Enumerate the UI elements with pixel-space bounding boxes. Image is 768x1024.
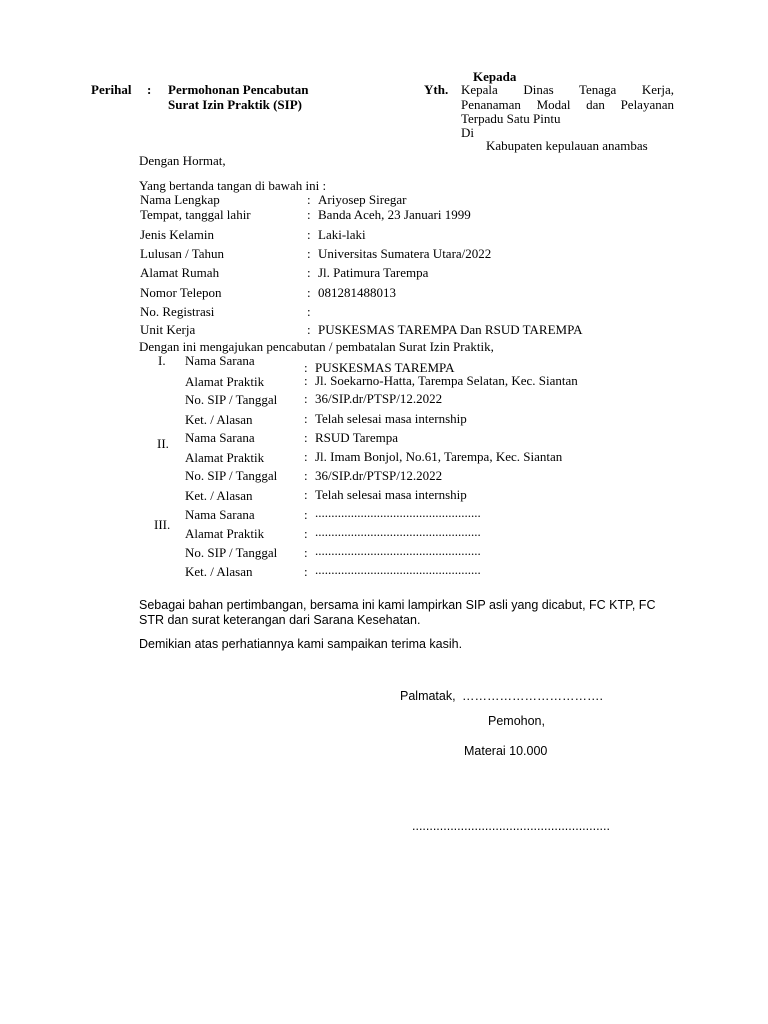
identity-colon: :: [307, 207, 311, 222]
facility-label: No. SIP / Tanggal: [185, 392, 278, 407]
attachment-line-1: Sebagai bahan pertimbangan, bersama ini kami lampirkan SIP asli yang dicabut, FC KTP, FC: [139, 598, 656, 612]
facility-label: Ket. / Alasan: [185, 564, 253, 579]
greeting: Dengan Hormat,: [139, 153, 226, 168]
recipient-place: Kabupaten kepulauan anambas: [486, 138, 648, 153]
facility-value: Jl. Soekarno-Hatta, Tarempa Selatan, Kec. Siantan: [315, 373, 578, 388]
identity-label-name: Nama Lengkap: [140, 192, 220, 207]
identity-colon: :: [307, 246, 311, 261]
facility-colon: :: [304, 526, 308, 541]
identity-colon: :: [307, 192, 311, 207]
facility-value: PUSKESMAS TAREMPA: [315, 360, 455, 375]
identity-value-unit: PUSKESMAS TAREMPA Dan RSUD TAREMPA: [318, 322, 583, 337]
yth-label: Yth.: [424, 82, 449, 97]
facility-colon: :: [304, 487, 308, 502]
signature-place: Palmatak,: [400, 689, 456, 703]
facility-label: Ket. / Alasan: [185, 412, 253, 427]
kepada-label: Kepada: [473, 69, 517, 84]
recipient-line-2: Penanaman Modal dan Pelayanan: [461, 97, 674, 112]
identity-value-address: Jl. Patimura Tarempa: [318, 265, 429, 280]
recipient-line-1: Kepala Dinas Tenaga Kerja,: [461, 82, 674, 97]
facility-colon: :: [304, 411, 308, 426]
identity-value-name: Ariyosep Siregar: [318, 192, 407, 207]
facility-numeral: III.: [154, 517, 171, 532]
request-intro: Dengan ini mengajukan pencabutan / pembatalan Surat Izin Praktik,: [139, 339, 494, 354]
facility-label: Alamat Praktik: [185, 450, 265, 465]
materai-label: Materai 10.000: [464, 744, 548, 758]
identity-label-gender: Jenis Kelamin: [140, 227, 215, 242]
facility-colon: :: [304, 507, 308, 522]
facility-value: 36/SIP.dr/PTSP/12.2022: [315, 391, 443, 406]
facility-colon: :: [304, 360, 308, 375]
perihal-colon: :: [147, 82, 152, 97]
identity-label-education: Lulusan / Tahun: [140, 246, 225, 261]
recipient-line-3: Terpadu Satu Pintu: [461, 111, 561, 126]
facility-colon: :: [304, 430, 308, 445]
facility-label: No. SIP / Tanggal: [185, 545, 278, 560]
perihal-label: Perihal: [91, 82, 132, 97]
facility-colon: :: [304, 391, 308, 406]
facility-label: No. SIP / Tanggal: [185, 468, 278, 483]
identity-label-phone: Nomor Telepon: [140, 285, 222, 300]
facility-label: Alamat Praktik: [185, 526, 265, 541]
identity-label-registration: No. Registrasi: [140, 304, 215, 319]
facility-label: Nama Sarana: [185, 507, 255, 522]
identity-label-address: Alamat Rumah: [140, 265, 220, 280]
identity-value-gender: Laki-laki: [318, 227, 366, 242]
closing-text: Demikian atas perhatiannya kami sampaikan terima kasih.: [139, 637, 463, 651]
facility-value-dots: ...................................................: [315, 524, 481, 539]
subject-line-1: Permohonan Pencabutan: [168, 82, 309, 97]
identity-value-phone: 081281488013: [318, 285, 396, 300]
facility-value-dots: ...................................................: [315, 562, 481, 577]
facility-value: RSUD Tarempa: [315, 430, 398, 445]
pemohon-label: Pemohon,: [488, 714, 545, 728]
facility-colon: :: [304, 545, 308, 560]
subject-line-2: Surat Izin Praktik (SIP): [168, 97, 302, 112]
facility-colon: :: [304, 468, 308, 483]
facility-label: Ket. / Alasan: [185, 488, 253, 503]
facility-label: Alamat Praktik: [185, 374, 265, 389]
identity-colon: :: [307, 227, 311, 242]
facility-numeral: I.: [158, 353, 166, 368]
facility-colon: :: [304, 373, 308, 388]
di-label: Di: [461, 125, 474, 140]
facility-colon: :: [304, 564, 308, 579]
identity-colon: :: [307, 265, 311, 280]
identity-label-unit: Unit Kerja: [140, 322, 196, 337]
facility-colon: :: [304, 449, 308, 464]
identity-label-birth: Tempat, tanggal lahir: [140, 207, 251, 222]
facility-value: Jl. Imam Bonjol, No.61, Tarempa, Kec. Siantan: [315, 449, 563, 464]
identity-colon: :: [307, 304, 311, 319]
facility-label: Nama Sarana: [185, 430, 255, 445]
attachment-line-2: STR dan surat keterangan dari Sarana Kesehatan.: [139, 613, 421, 627]
signature-date-dots: …………………………….: [462, 689, 603, 703]
identity-value-education: Universitas Sumatera Utara/2022: [318, 246, 492, 261]
facility-value: 36/SIP.dr/PTSP/12.2022: [315, 468, 443, 483]
facility-value-dots: ...................................................: [315, 505, 481, 520]
signature-name-dots: .........................................................: [412, 819, 610, 833]
intro-text: Yang bertanda tangan di bawah ini :: [139, 178, 327, 193]
identity-value-birth: Banda Aceh, 23 Januari 1999: [318, 207, 471, 222]
facility-value-dots: ...................................................: [315, 543, 481, 558]
facility-label: Nama Sarana: [185, 353, 255, 368]
identity-colon: :: [307, 285, 311, 300]
facility-value: Telah selesai masa internship: [315, 411, 467, 426]
identity-colon: :: [307, 322, 311, 337]
facility-value: Telah selesai masa internship: [315, 487, 467, 502]
facility-numeral: II.: [157, 436, 169, 451]
